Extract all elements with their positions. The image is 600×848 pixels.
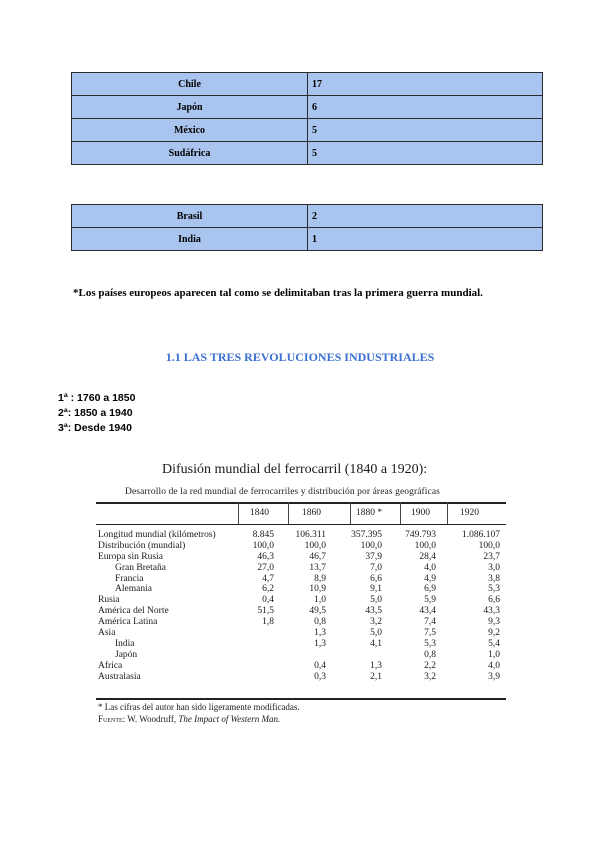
row-label: Alemania <box>115 584 152 595</box>
row-value: 2,2 <box>424 660 436 671</box>
row-label: India <box>115 638 135 649</box>
row-value: 0,3 <box>314 671 326 682</box>
scan-subtitle: Desarrollo de la red mundial de ferrocarriles y distribución por áreas geográficas <box>125 487 440 497</box>
revolution-2: 2ª: 1850 a 1940 <box>58 407 133 419</box>
footnote-european-countries: *Los países europeos aparecen tal como se delimitaban tras la primera guerra mundial. <box>73 287 483 299</box>
row-label: América del Norte <box>98 606 169 617</box>
row-value: 1,0 <box>488 649 500 660</box>
scan-rows <box>98 530 508 682</box>
row-value: 8.845 <box>252 530 274 540</box>
row-value: 23,7 <box>483 551 500 562</box>
row-value: 0,4 <box>314 660 326 671</box>
source-label: Fuente: <box>98 714 126 724</box>
year-header: 1920 <box>460 508 479 518</box>
row-value: 4,0 <box>488 660 500 671</box>
row-value: 3,0 <box>488 562 500 573</box>
row-value: 8,9 <box>314 573 326 584</box>
table-row <box>98 530 508 541</box>
table-row <box>98 606 508 617</box>
table-row <box>98 552 508 563</box>
table-row <box>98 563 508 574</box>
row-label: América Latina <box>98 617 158 628</box>
year-header: 1840 <box>250 508 269 518</box>
row-value: 1,3 <box>314 628 326 639</box>
row-value: 51,5 <box>257 606 274 617</box>
row-value: 100,0 <box>414 540 436 551</box>
value-cell: 2 <box>308 205 543 228</box>
row-label: Australasia <box>98 671 141 682</box>
row-value: 1,8 <box>262 617 274 628</box>
col-divider <box>350 502 351 524</box>
table-row <box>98 672 508 683</box>
row-value: 4,7 <box>262 573 274 584</box>
row-value: 9,2 <box>488 628 500 639</box>
table-row <box>72 73 543 96</box>
country-cell: México <box>72 119 308 142</box>
row-value: 0,8 <box>424 649 436 660</box>
col-divider <box>400 502 401 524</box>
row-value: 3,9 <box>488 671 500 682</box>
row-value: 43,5 <box>365 606 382 617</box>
table-row <box>98 595 508 606</box>
row-value: 6,9 <box>424 584 436 595</box>
scan-source <box>98 714 280 724</box>
row-value: 106.311 <box>295 530 326 540</box>
table-row <box>98 541 508 552</box>
source-title: The Impact of Western Man. <box>178 714 281 724</box>
year-header: 1900 <box>411 508 430 518</box>
table-row <box>72 142 543 165</box>
col-divider <box>238 502 239 524</box>
row-value: 5,3 <box>424 638 436 649</box>
row-value: 46,3 <box>257 551 274 562</box>
row-value: 10,9 <box>309 584 326 595</box>
revolution-1: 1ª : 1760 a 1850 <box>58 392 136 404</box>
row-value: 357.395 <box>351 530 382 540</box>
row-value: 9,3 <box>488 617 500 628</box>
row-value: 43,3 <box>483 606 500 617</box>
row-value: 37,9 <box>365 551 382 562</box>
row-value: 2,1 <box>370 671 382 682</box>
row-label: Gran Bretaña <box>115 562 166 573</box>
revolution-3: 3ª: Desde 1940 <box>58 422 132 434</box>
value-cell: 5 <box>308 119 543 142</box>
country-cell: India <box>72 228 308 251</box>
row-value: 4,1 <box>370 638 382 649</box>
value-cell: 1 <box>308 228 543 251</box>
col-divider <box>447 502 448 524</box>
year-header: 1880 * <box>356 508 383 518</box>
row-value: 5,9 <box>424 595 436 606</box>
row-label: Distribución (mundial) <box>98 540 186 551</box>
source-author: W. Woodruff, <box>127 714 177 724</box>
country-cell: Brasil <box>72 205 308 228</box>
row-value: 46,7 <box>309 551 326 562</box>
row-value: 6,6 <box>370 573 382 584</box>
table-row <box>72 96 543 119</box>
row-value: 3,2 <box>370 617 382 628</box>
row-label: Japón <box>115 649 138 660</box>
row-value: 0,4 <box>262 595 274 606</box>
row-value: 0,8 <box>314 617 326 628</box>
row-value: 1,0 <box>314 595 326 606</box>
row-label: Europa sin Rusia <box>98 551 163 562</box>
row-value: 7,4 <box>424 617 436 628</box>
value-cell: 17 <box>308 73 543 96</box>
row-value: 5,3 <box>488 584 500 595</box>
row-value: 49,5 <box>309 606 326 617</box>
row-value: 6,6 <box>488 595 500 606</box>
small-countries-table-2 <box>71 204 543 251</box>
row-value: 1,3 <box>370 660 382 671</box>
rule-bottom <box>96 698 506 700</box>
table-row <box>98 574 508 585</box>
rule-top <box>96 502 506 504</box>
row-value: 4,0 <box>424 562 436 573</box>
row-label: Africa <box>98 660 123 671</box>
row-value: 4,9 <box>424 573 436 584</box>
table-row <box>98 584 508 595</box>
scan-title: Difusión mundial del ferrocarril (1840 a 1920): <box>162 462 428 477</box>
value-cell: 6 <box>308 96 543 119</box>
table-row <box>98 639 508 650</box>
row-value: 100,0 <box>360 540 382 551</box>
table-row <box>98 617 508 628</box>
row-value: 7,5 <box>424 628 436 639</box>
table-row <box>98 628 508 639</box>
row-value: 13,7 <box>309 562 326 573</box>
small-countries-table-1 <box>71 72 543 165</box>
row-value: 6,2 <box>262 584 274 595</box>
row-label: Rusia <box>98 595 120 606</box>
row-value: 28,4 <box>419 551 436 562</box>
row-value: 100,0 <box>252 540 274 551</box>
row-value: 5,0 <box>370 628 382 639</box>
table-row <box>98 650 508 661</box>
country-cell: Japón <box>72 96 308 119</box>
scan-footnote: * Las cifras del autor han sido ligeramente modificadas. <box>98 702 300 712</box>
row-value: 1.086.107 <box>462 530 500 540</box>
section-heading: 1.1 LAS TRES REVOLUCIONES INDUSTRIALES <box>165 350 435 364</box>
row-value: 5,4 <box>488 638 500 649</box>
value-cell: 5 <box>308 142 543 165</box>
row-value: 9,1 <box>370 584 382 595</box>
table-row <box>98 661 508 672</box>
row-label: Longitud mundial (kilómetros) <box>98 530 216 540</box>
row-value: 7,0 <box>370 562 382 573</box>
table-row <box>72 228 543 251</box>
table-row <box>72 119 543 142</box>
rule-header <box>96 524 506 525</box>
row-value: 100,0 <box>304 540 326 551</box>
row-value: 3,8 <box>488 573 500 584</box>
country-cell: Chile <box>72 73 308 96</box>
country-cell: Sudáfrica <box>72 142 308 165</box>
row-label: Asia <box>98 628 116 639</box>
row-value: 27,0 <box>257 562 274 573</box>
year-header: 1860 <box>302 508 321 518</box>
row-value: 3,2 <box>424 671 436 682</box>
row-value: 749.793 <box>405 530 436 540</box>
row-label: Francia <box>115 573 144 584</box>
table-row <box>72 205 543 228</box>
row-value: 5,0 <box>370 595 382 606</box>
row-value: 100,0 <box>478 540 500 551</box>
col-divider <box>288 502 289 524</box>
row-value: 43,4 <box>419 606 436 617</box>
row-value: 1,3 <box>314 638 326 649</box>
